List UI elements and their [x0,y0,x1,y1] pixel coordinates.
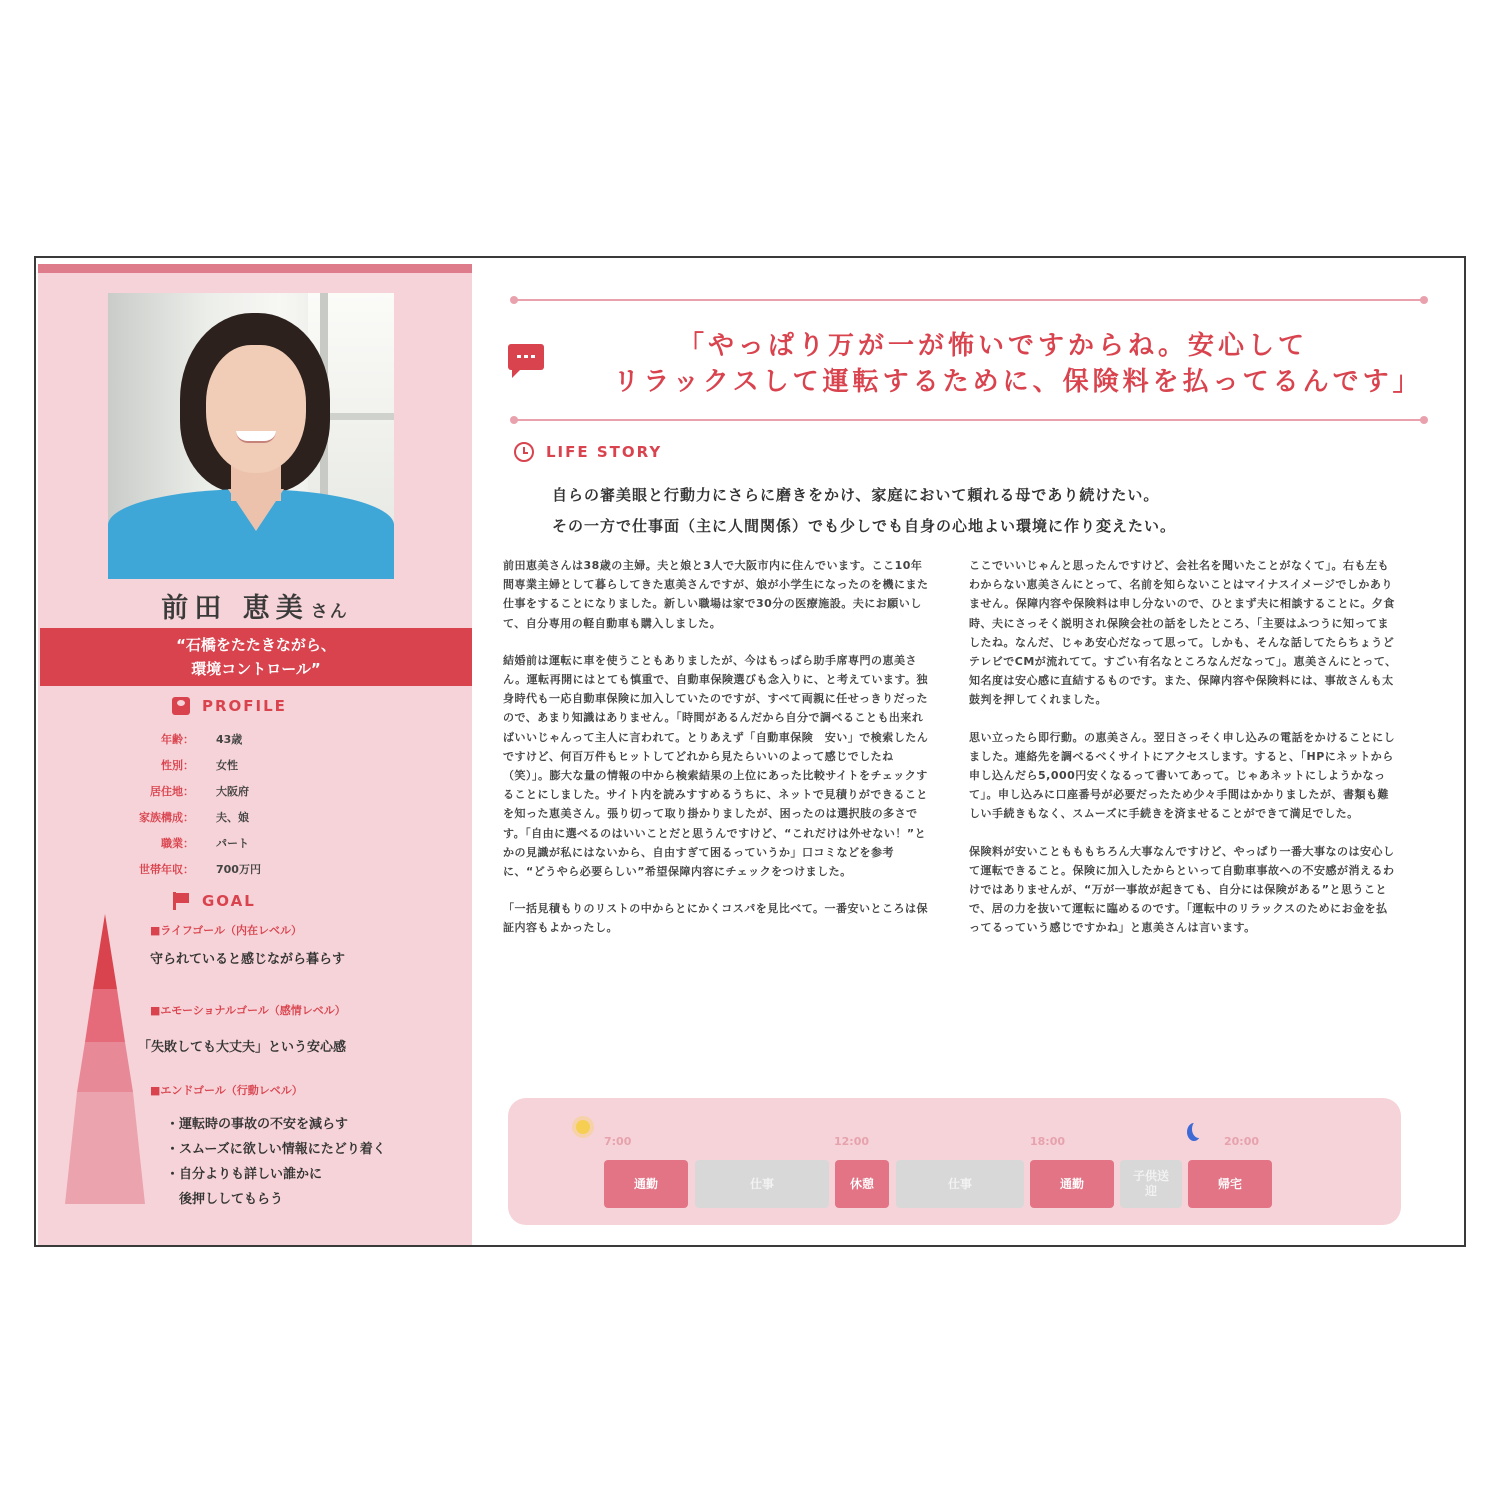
profile-label: 家族構成： [139,811,194,824]
end-goal-item: 後押ししてもらう [166,1192,284,1207]
daily-timeline [508,1098,1401,1225]
speech-bubble-icon [508,344,544,370]
panel-top-bar [38,264,472,273]
pyramid-top [93,914,117,989]
goal-heading [172,892,256,910]
timeline-block: 休憩 [835,1160,889,1208]
headline-quote [548,328,1438,400]
profile-panel [38,264,472,1245]
story-column-left [503,556,933,956]
profile-row [108,726,408,752]
life-goal-text: 守られていると感じながら暮らす [150,952,346,967]
profile-value: 女性 [216,759,238,772]
profile-label: 年齢： [161,733,194,746]
story-paragraph: 前田恵美さんは38歳の主婦。夫と娘と3人で大阪市内に住んでいます。ここ10年間専業主婦として暮らしてきた恵美さんですが、娘が小学生になったのを機にまた仕事をすることになりました。新しい職場は家で30分の医療施設。夫にお願いして、自分専用の軽自動車も購入しました。 [503,559,929,630]
persona-photo [108,293,394,579]
sun-icon [576,1120,590,1134]
profile-value: 夫、娘 [216,811,249,824]
story-column-right [969,556,1399,956]
profile-label: 居住地： [150,785,194,798]
profile-list [108,726,408,882]
profile-row [108,830,408,856]
profile-label: 職業： [161,837,194,850]
headline-line-1: 「やっぱり万が一が怖いですからね。安心して [677,331,1308,361]
profile-value: 43歳 [216,733,243,746]
person-icon [172,697,190,715]
timeline-block: 仕事 [896,1160,1024,1208]
life-goal-label: ■ライフゴール（内在レベル） [150,924,302,937]
clock-icon [514,442,534,462]
pyramid-base [65,1092,145,1204]
profile-value: パート [216,837,249,850]
story-paragraph: 結婚前は運転に車を使うこともありましたが、今はもっぱら助手席専門の恵美さん。運転再開にはとても慎重で、自動車保険選びも念入りに、と考えています。独身時代も一応自動車保険に加入していたのですが、すべて両親に任せっきりだったので、あまり知識はありません。「時間があるんだから自分で調べることも出来ればいいじゃんって主人に言われて。とりあえず「自動車保険 安い」で検索したんですけど、何百万件もヒットしてどれから見たらいいのよって感じでしたね（笑）」。膨大な量の情報の中から検索結果の上位にあった比較サイトをチェックすることにしました。サイト内を読みすすめるうちに、ネットで見積りができることを知った恵美さん。張り切って取り掛かりましたが、困ったのは選択肢の多さです。「自由に選べるのはいいことだと思うんですけど、“これだけは外せない！”とかの見識が私にはないから、自由すぎて困るっていうか」口コミなどを参考に、“どうやら必要らしい”希望保障内容にチェックをつけました。 [503,653,929,879]
persona-name-text: 前田 恵美 [161,593,309,624]
timeline-block: 通勤 [1030,1160,1114,1208]
pyramid-middle [77,1042,133,1092]
timeline-time: 7:00 [604,1135,632,1148]
moon-icon [1192,1120,1206,1138]
life-story-heading-text: LIFE STORY [546,443,663,461]
profile-label: 世帯年収： [139,863,194,876]
persona-honorific: さん [310,602,349,622]
emotional-goal-label: ■エモーショナルゴール（感情レベル） [150,1004,346,1017]
flag-icon [172,892,190,910]
pyramid-upper [85,989,125,1042]
headline-rule-top [514,299,1424,301]
summary-line-1: 自らの審美眼と行動力にさらに磨きをかけ、家庭において頼れる母であり続けたい。 [552,486,1160,504]
end-goal-list [166,1112,470,1212]
profile-row [108,778,408,804]
end-goal-label: ■エンドゴール（行動レベル） [150,1084,303,1097]
goal-heading-text: GOAL [202,892,256,910]
persona-catchphrase [40,628,472,686]
timeline-time: 12:00 [834,1135,870,1148]
profile-row [108,804,408,830]
persona-sheet [34,256,1466,1247]
timeline-time: 20:00 [1224,1135,1260,1148]
timeline-block: 帰宅 [1188,1160,1272,1208]
profile-row [108,856,408,882]
story-paragraph: ここでいいじゃんと思ったんですけど、会社名を聞いたことがなくて」。右も左もわからない恵美さんにとって、名前を知らないことはマイナスイメージでしかありません。保障内容や保険料は申し分ないので、ひとまず夫に相談することに。夕食時、夫にさっそく説明され保険会社の話をしたところ、「主要はふつうに知ってましたね。なんだ、じゃあ安心だなって思って。しかも、そんな話してたらちょうどテレビでCMが流れてて。すごい有名なところなんだなって」。恵美さんにとって、知名度は安心感に直結するものです。また、保障内容や保険料には、事故さんも太鼓判を押してくれました。 [969,559,1397,707]
goal-pyramid [65,914,145,1204]
life-story-summary [552,480,1432,542]
end-goal-item: ・運転時の事故の不安を減らす [166,1117,349,1132]
persona-name [38,586,472,625]
headline-line-2: リラックスして運転するために、保険料を払ってるんです」 [613,367,1423,397]
story-paragraph: 保険料が安いこともももちろん大事なんですけど、やっぱり一番大事なのは安心して運転できること。保険に加入したからといって自動車事故への不安感が消えるわけではありませんが、“万が一事故が起きても、自分には保険がある”と思うことで、居の力を抜いて運転に臨めるのです。「運転中のリラックスのためにお金を払ってるっていう感じですかね」と恵美さんは言います。 [969,844,1395,935]
profile-heading-text: PROFILE [202,697,287,715]
end-goal [150,1082,470,1212]
story-paragraph: 「一括見積もりのリストの中からとにかくコスパを見比べて。一番安いところは保証内容もよかったし。 [503,902,929,935]
profile-row [108,752,408,778]
profile-value: 大阪府 [216,785,249,798]
profile-heading [172,697,287,715]
catchphrase-line-1: “石橋をたたきながら、 [176,636,336,654]
timeline-block: 子供送迎 [1120,1160,1182,1208]
profile-value: 700万円 [216,863,261,876]
end-goal-item: ・自分よりも詳しい誰かに [166,1167,323,1182]
story-paragraph: 思い立ったら即行動。の恵美さん。翌日さっそく申し込みの電話をかけることにしました。連絡先を調べるべくサイトにアクセスします。すると、「HPにネットから申し込んだら5,000円安くなるって書いてあって。じゃあネットにしようかなって」。申し込みに口座番号が必要だったため少々手間はかかりましたが、書類も難しい手続きもなく、スムーズに手続きを済ませることができて満足でした。 [969,730,1396,821]
emotional-goal [138,1002,470,1055]
timeline-block: 通勤 [604,1160,688,1208]
timeline-block: 仕事 [695,1160,829,1208]
profile-label: 性別： [161,759,194,772]
emotional-goal-text: 「失敗しても大丈夫」という安心感 [138,1040,347,1055]
catchphrase-line-2: 環境コントロール” [191,660,321,678]
headline-rule-bottom [514,419,1424,421]
life-goal [150,922,470,967]
end-goal-item: ・スムーズに欲しい情報にたどり着く [166,1142,386,1157]
summary-line-2: その一方で仕事面（主に人間関係）でも少しでも自身の心地よい環境に作り変えたい。 [552,517,1177,535]
timeline-time: 18:00 [1030,1135,1066,1148]
life-story-heading [514,442,662,462]
